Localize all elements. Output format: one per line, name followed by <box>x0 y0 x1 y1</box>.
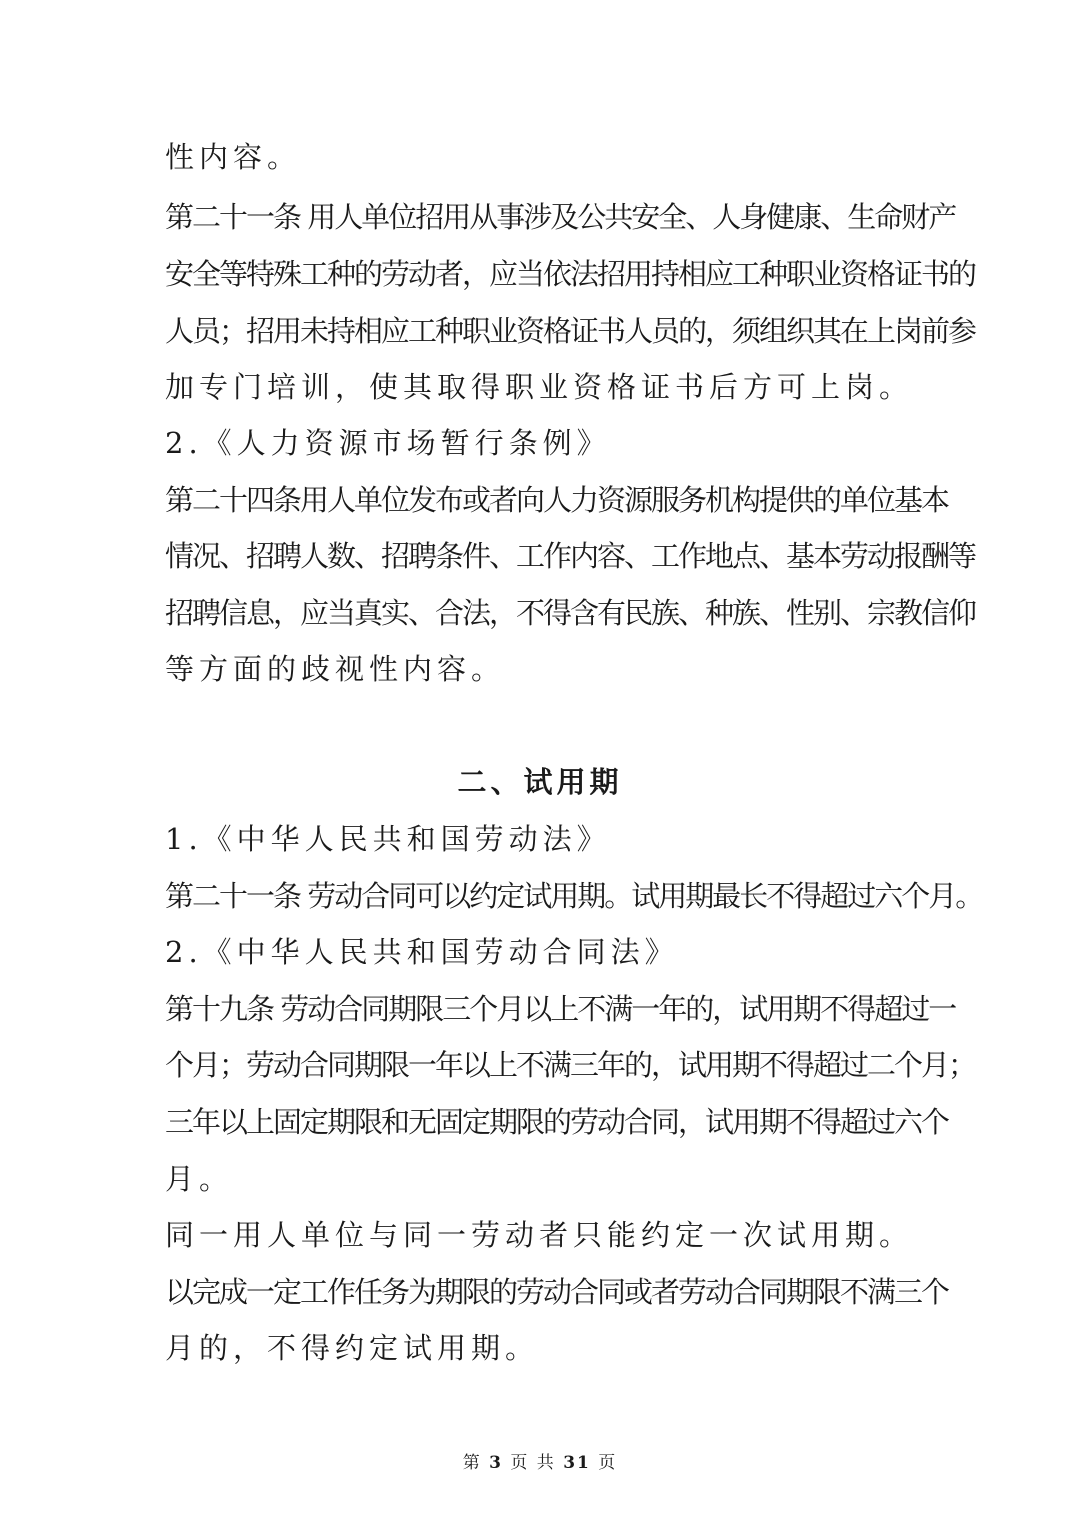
paragraph-line: 第二十四条用人单位发布或者向人力资源服务机构提供的单位基本 <box>165 483 949 517</box>
paragraph-line: 个月；劳动合同期限一年以上不满三年的，试用期不得超过二个月； <box>165 1048 976 1082</box>
paragraph-line: 招聘信息，应当真实、合法，不得含有民族、种族、性别、宗教信仰 <box>165 596 976 630</box>
paragraph-line: 月。 <box>165 1162 234 1196</box>
paragraph-line: 第二十一条 劳动合同可以约定试用期。试用期最长不得超过六个月。 <box>165 879 983 913</box>
paragraph-line: 三年以上固定期限和无固定期限的劳动合同，试用期不得超过六个 <box>165 1105 949 1139</box>
paragraph-line: 月的，不得约定试用期。 <box>165 1331 540 1365</box>
paragraph-line: 等方面的歧视性内容。 <box>165 652 506 686</box>
current-page-number: 3 <box>489 1453 503 1473</box>
paragraph-line: 性内容。 <box>165 140 302 174</box>
paragraph-line: 第二十一条 用人单位招用从事涉及公共安全、人身健康、生命财产 <box>165 200 956 234</box>
footer-middle: 页 共 <box>510 1453 556 1473</box>
paragraph-line: 同一用人单位与同一劳动者只能约定一次试用期。 <box>165 1218 914 1252</box>
paragraph-line: 人员；招用未持相应工种职业资格证书人员的，须组织其在上岗前参 <box>165 314 976 348</box>
paragraph-line: 以完成一定工作任务为期限的劳动合同或者劳动合同期限不满三个 <box>165 1275 949 1309</box>
total-page-number: 31 <box>563 1453 591 1473</box>
page-footer <box>0 1451 1080 1475</box>
paragraph-line: 第十九条 劳动合同期限三个月以上不满一年的，试用期不得超过一 <box>165 992 956 1026</box>
law-title: 2.《人力资源市场暂行条例》 <box>165 426 611 460</box>
footer-prefix: 第 <box>462 1453 482 1473</box>
paragraph-line: 安全等特殊工种的劳动者，应当依法招用持相应工种职业资格证书的 <box>165 257 976 291</box>
paragraph-line: 加专门培训，使其取得职业资格证书后方可上岗。 <box>165 370 914 404</box>
paragraph-line: 情况、招聘人数、招聘条件、工作内容、工作地点、基本劳动报酬等 <box>165 539 976 573</box>
law-title: 2.《中华人民共和国劳动合同法》 <box>165 935 679 969</box>
footer-suffix: 页 <box>598 1453 618 1473</box>
section-heading: 二、试用期 <box>457 765 623 799</box>
law-title: 1.《中华人民共和国劳动法》 <box>165 822 611 856</box>
